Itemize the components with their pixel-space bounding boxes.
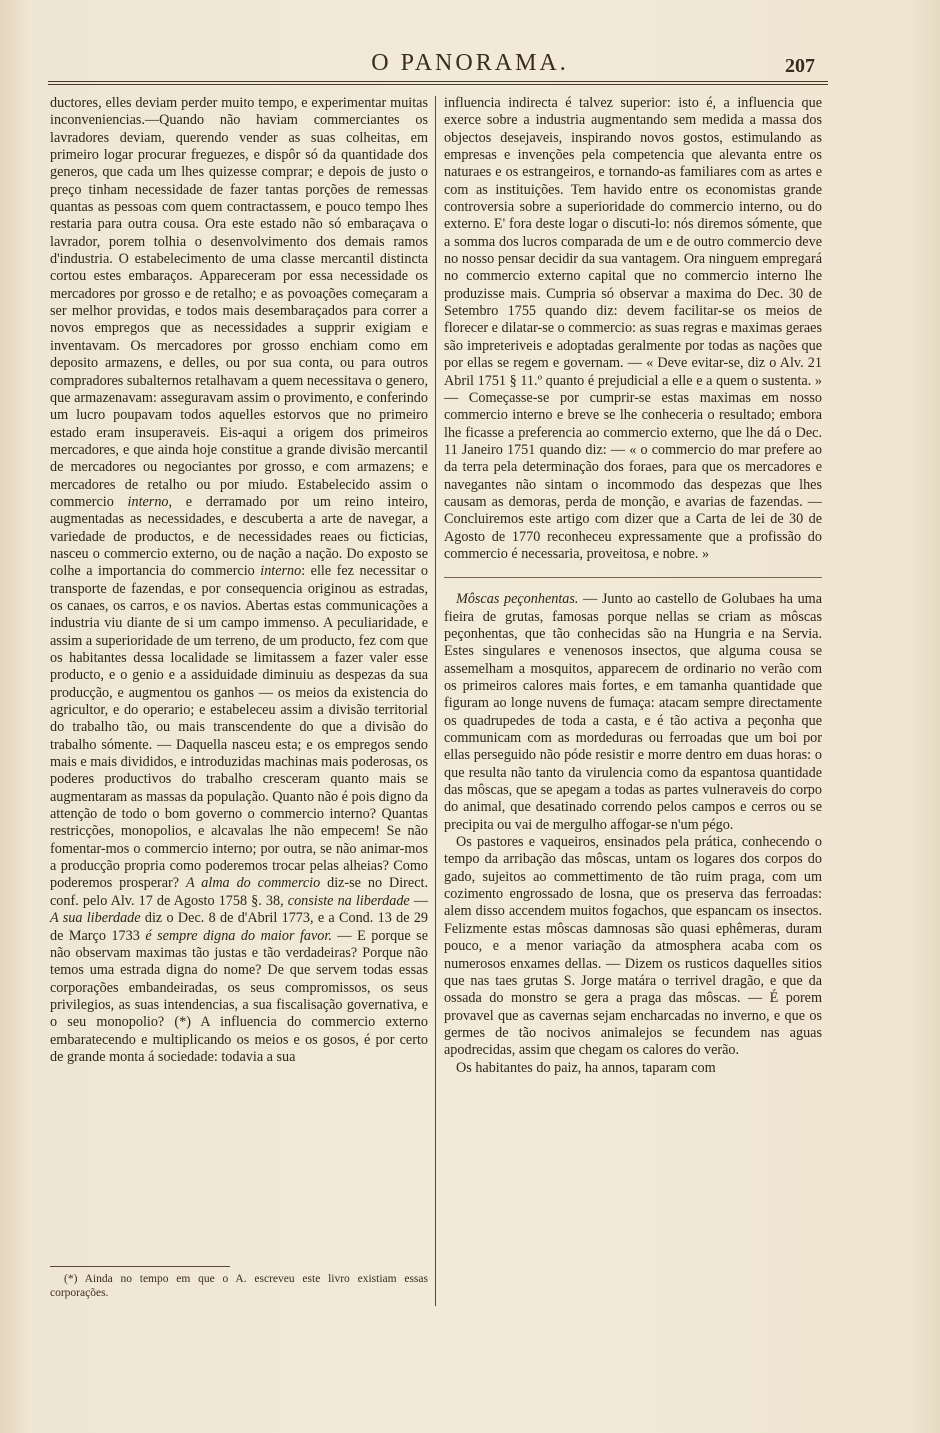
footnote: (*) Ainda no tempo em que o A. escreveu este livro existiam essas corporações. bbox=[50, 1273, 428, 1299]
text-run: : elle fez necessitar o transporte de fazendas, e por consequencia originou as estradas, os canaes, os carros, e os navios. Abertas estas communicações a industria viu diante de si um campo immenso. A peculiaridade, e assim a superioridade de um terreno, de um producto, fez com que os habitantes dessa localidade se limitassem a fazer valer esse producto, e o genio e a assiduidade diminuiu as despezas da sua producção, e augmentou os ganhos — os meios da existencia do agricultor, e do operario; e estabeleceu assim a divisão territorial do trabalho tão, ou mais transcendente do que a divisão do trabalho sómente. — Daquella nasceu esta; e os empregos sendo mais e mais divididos, e introduzidas machinas mais poderosas, os poderes productivos do trabalho cresceram quanto mais se augmentaram as massas da população. Quanto não é pois digno da attenção de todo o bom governo o commercio interno? Quantas restricções, monopolios, e alcavalas lhe não empecem! Se não fomentar-mos o commercio interno; por outra, se não animar-mos a producção propria como poderemos trocar pelas alheias? Como poderemos prosperar? bbox=[50, 563, 428, 892]
header-rule bbox=[48, 81, 828, 85]
article-moscas-p3: Os habitantes do paiz, ha annos, taparam com bbox=[456, 1059, 716, 1076]
text-run: diz-se no Direct. conf. pelo Alv. 17 de Agosto 1758 §. 38, bbox=[50, 875, 428, 909]
column-divider bbox=[435, 96, 436, 1306]
text-run: — E porque se não observam maximas tão justas e tão verdadeiras? Porque não temos uma estrada digna do nome? De que servem todas essas corporações embandeiradas, os seus compromissos, os seus privilegios, as suas intendencias, a sua fiscalisação governativa, e o seu monopolio? (*) A influencia do commercio externo embaratecendo e multiplicando os meios e os gosos, é por certo de grande monta á sociedade: todavia a sua bbox=[50, 927, 428, 1065]
italic-run: interno bbox=[260, 563, 302, 580]
text-run: , e derramado por um reino inteiro, augmentadas as necessidades, e descuberta a arte de navegar, a variedade de productos, e de necessidades reaes ou ficticias, nasceu o commercio externo, ou de nação a nação. Do exposto se colhe a importancia do commercio bbox=[50, 493, 428, 580]
text-run: diz o Dec. 8 de d'Abril 1773, e a Cond. 13 de 29 de Março 1733 bbox=[50, 910, 429, 944]
text-run: — Junto ao castello de Golubaes ha uma fieira de grutas, famosas porque nellas se criam as môscas peçonhentas, que tão conhecidas são na Hungria e na Servia. Estes singulares e venenosos insectos, que alguma cousa se assemelham a mosquitos, apparecem de ordinario no verão com os primeiros calores mais fortes, e em tamanha quantidade que figuram ao longe nuvens de fumaça: atacam sempre directamente os quadrupedes de toda a casta, e é tão activa a peçonha que communicam com as mordeduras ou ferroadas que um boi por ellas perseguido não póde resistir e morre dentro em duas horas: o que resulta não tanto da virulencia como da espantosa quantidade das môscas, que se apegam a todas as partes vulneraveis do corpo do animal, que desatinado correndo pelos campos e cerros ou se precipita ou vai de mergulho affogar-se n'um pégo. bbox=[444, 591, 822, 833]
italic-run: consiste na liberdade bbox=[287, 892, 410, 909]
article-moscas-title: Môscas peçonhentas. bbox=[456, 591, 579, 608]
article-commerce-end: influencia indirecta é talvez superior: isto é, a influencia que exerce sobre a industria augmentando sem medida a massa dos objectos desejaveis, inspirando novos gostos, estimulando as empresas e invenções pela competencia que alevanta entre os naturaes e os estrangeiros, e tornando-as familiares com as artes e com as instituições. Tem havido entre os economistas grande controversia sobre a superioridade do commercio interno, ou do externo. E' fora deste logar o discuti-lo: nós diremos sómente, que a somma dos lucros comparada de um e de outro commercio deve no nosso pensar decidir da sua vantagem. Ora ninguem empregará no commercio externo capital que no commercio interno lhe produzisse mais. Cumpria só observar a maxima do Dec. 30 de Setembro 1755 quando diz: devem facilitar-se os meios de florecer e dilatar-se o commercio: as suas regras e maximas geraes são impreteriveis e adoptadas geralmente por todas as nações que por ellas se regem e governam. — « Deve evitar-se, diz o Alv. 21 Abril 1751 § 11.º quanto é prejudicial a elle e a quem o sustenta. » — Começasse-se por cumprir-se estas maximas em nosso commercio interno e breve se lhe conheceria o resultado; embora lhe ficasse a preferencia ao commercio externo, que lhe dá o Dec. 11 Janeiro 1751 quando diz: — « o commercio do mar prefere ao da terra pela determinação dos foraes, para que os mercadores e navegantes não sintam o incommodo das despezas que lhes causam as demoras, perda de monção, e avarias de fazendas. — Concluiremos este artigo com dizer que a Carta de lei de 30 de Agosto de 1770 reconheceu expressamente que a profissão do commercio é necessaria, proveitosa, e nobre. » bbox=[444, 95, 822, 562]
running-title: O PANORAMA. bbox=[371, 50, 569, 76]
article-separator bbox=[444, 577, 822, 578]
text-run: ductores, elles deviam perder muito tempo, e experimentar muitas inconveniencias.—Quando não haviam commerciantes os lavradores deviam, querendo vender as suas colheitas, em primeiro logar procurar freguezes, e dispôr só da quantidade dos generos, que cada um lhes quizesse comprar; e depois de justo o preço tinham necessidade de fazer tantas porções de remessas quantas as pessoas com quem contractassem, e pouco tempo lhes restaria para outra cousa. Ora este estado não só embaraçava o lavrador, porem tolhia o desenvolvimento dos demais ramos d'industria. O estabelecimento de uma classe mercantil distincta cortou estes embaraços. Appareceram por essa necessidade os mercadores por grosso e de retalho; e as povoações começaram a ser melhor providas, e todos mais desembaraçados para correr a novos empregos que as necessidades a supprir exigiam e inventavam. Os mercadores por grosso enchiam como em deposito armazens, e delles, ou por sua conta, ou para outros compradores subalternos retalhavam a quem necessitava o genero, que armazenavam: asseguravam assim o provimento, e conferindo um lucro poupavam todos aquelles estorvos que no primeiro estado eram insuperaveis. Eis-aqui a origem dos primeiros mercadores, e que ainda hoje constitue a grande divisão mercantil de mercadores ou negociantes por grosso, e com armazens; e mercadores de retalho ou por miudo. Estabelecido assim o commercio bbox=[50, 95, 428, 510]
left-column-text bbox=[50, 95, 428, 1066]
page-number: 207 bbox=[785, 55, 815, 77]
left-column bbox=[50, 95, 428, 1066]
right-column bbox=[444, 95, 822, 1077]
italic-run: A sua liberdade bbox=[50, 910, 141, 927]
article-moscas-p1 bbox=[444, 591, 822, 834]
italic-run: A alma do commercio bbox=[185, 875, 321, 892]
italic-run: é sempre digna do maior favor. bbox=[145, 927, 332, 944]
article-moscas-p2: Os pastores e vaqueiros, ensinados pela prática, conhecendo o tempo da arribação das môscas, untam os logares dos corpos do gado, sujeitos ao commettimento de tão ruim praga, com um cozimento engrossado de losna, que os preserva das ferroadas: alem disso accendem muitos fogachos, que espancam os insectos. Felizmente estas môscas damnosas são quasi ephêmeras, duram pouco, e a menor variação da atmosphera acaba com os numerosos enxames dellas. — Dizem os rusticos daquelles sitios que nas taes grutas S. Jorge matára o terrivel dragão, e que da ossada do monstro se gera a praga das môscas. — É porem provavel que as cavernas sejam encharcadas no inverno, e que os germes de tão nocivos animalejos se fecundem nas aguas apodrecidas, assim que chegam os calores do verão. bbox=[444, 834, 822, 1059]
footnote-rule bbox=[50, 1266, 230, 1267]
italic-run: interno bbox=[127, 493, 169, 510]
text-run: — bbox=[409, 892, 429, 909]
